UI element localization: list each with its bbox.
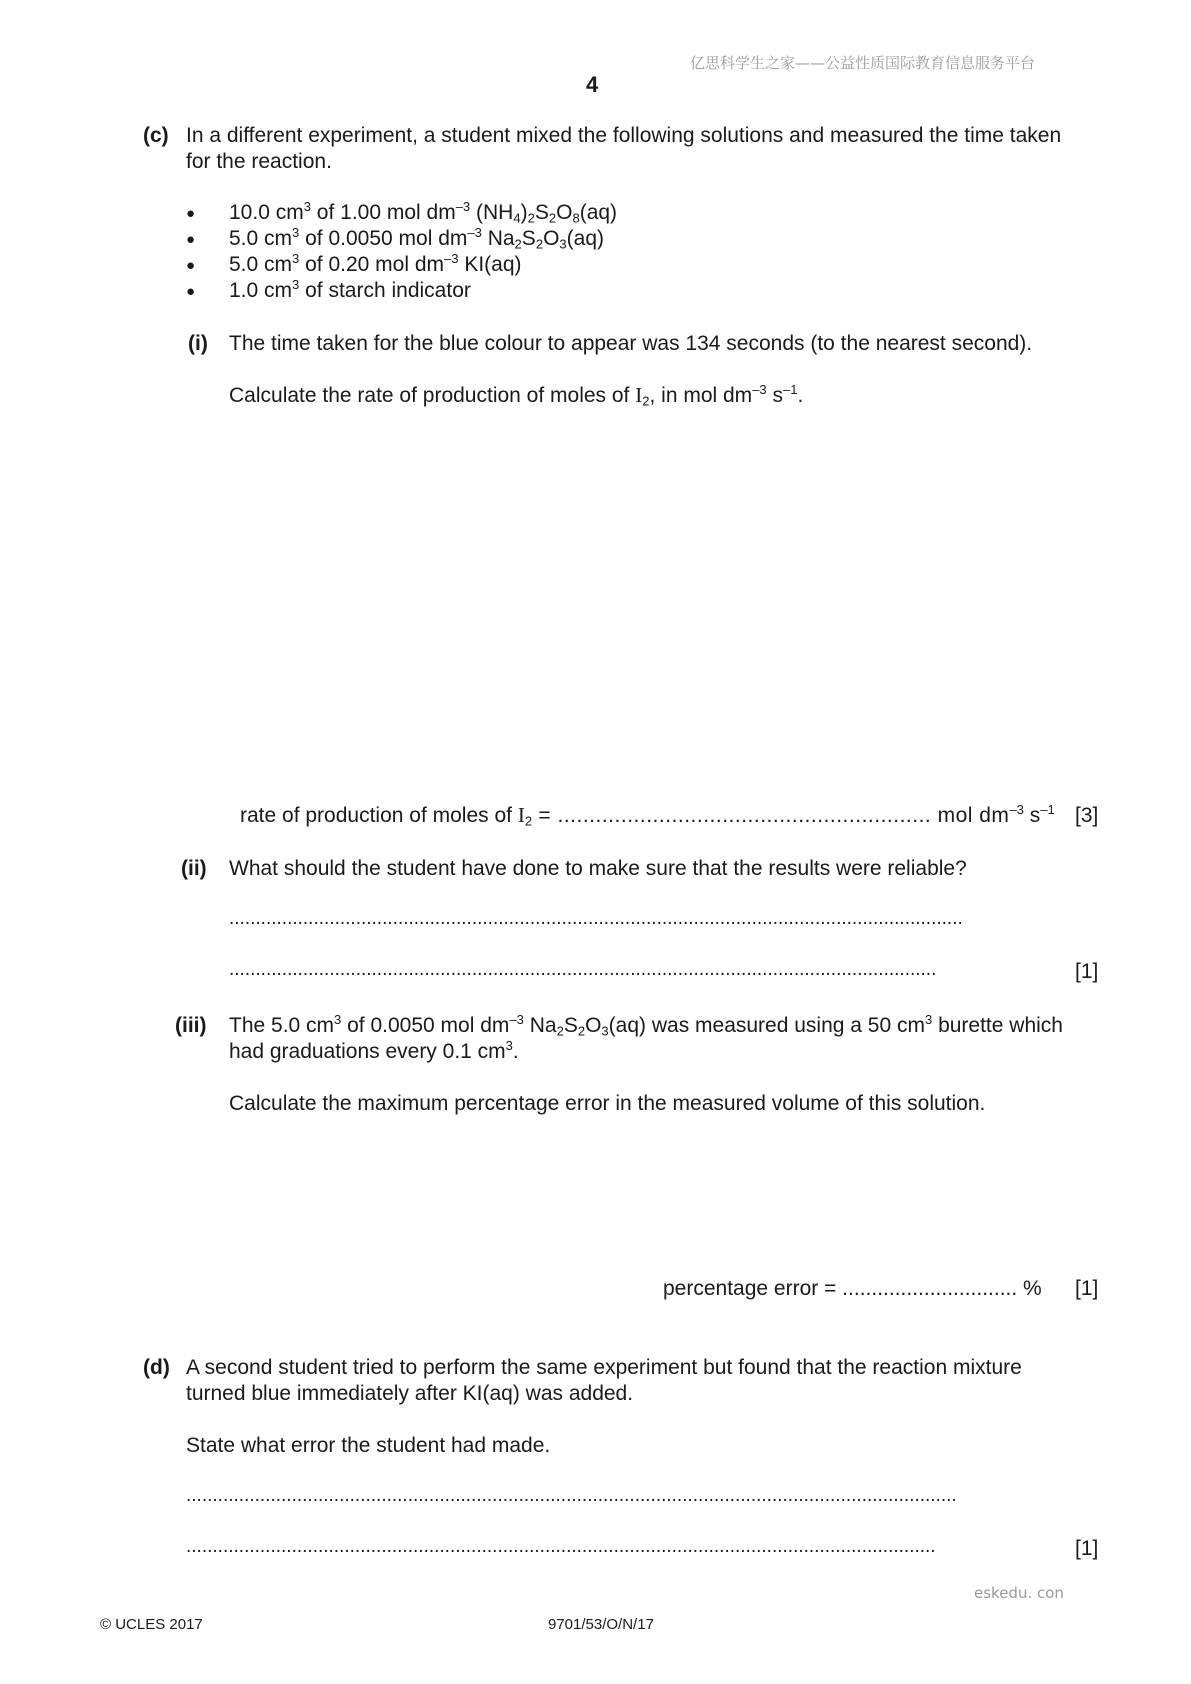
sub-i-line2: Calculate the rate of production of moles of $I_2$, in mol $dm^{-3}$ $s^{-1}$.	[229, 382, 804, 409]
bullet-item-4: 1.0 $cm^3$ of starch indicator	[229, 277, 471, 302]
marks-1: [1]	[1075, 1537, 1099, 1560]
sub-ii-question: What should the student have done to make sure that the results were reliable?	[229, 857, 967, 880]
marks-1: [1]	[1075, 960, 1099, 983]
bullet-mark: ●	[186, 257, 196, 274]
watermark-top: 亿思科学生之家——公益性质国际教育信息服务平台	[690, 54, 1036, 72]
sub-iii-line2: had graduations every 0.1 $cm^3$.	[229, 1038, 519, 1063]
sub-iii-question: Calculate the maximum percentage error in the measured volume of this solution.	[229, 1092, 986, 1115]
copyright: © UCLES 2017	[100, 1616, 203, 1633]
sub-i-line1: The time taken for the blue colour to appear was 134 seconds (to the nearest second).	[229, 332, 1033, 355]
part-d-line1: A second student tried to perform the same experiment but found that the reaction mixture	[186, 1356, 1022, 1379]
bullet-mark: ●	[186, 283, 196, 300]
bullet-mark: ●	[186, 231, 196, 248]
bullet-item-3: 5.0 $cm^3$ of 0.20 mol $dm^{-3}$ KI(aq)	[229, 251, 522, 276]
bullet-mark: ●	[186, 205, 196, 222]
part-c-label: (c)	[143, 124, 169, 147]
marks-1: [1]	[1075, 1277, 1099, 1300]
part-d-line2: turned blue immediately after KI(aq) was added.	[186, 1382, 634, 1405]
bullet-item-2: 5.0 $cm^3$ of 0.0050 mol $dm^{-3}$ $Na_2S_2O_3(aq)$	[229, 225, 605, 252]
part-c-intro-line1: In a different experiment, a student mixed the following solutions and measured the time taken	[186, 124, 1062, 147]
answer-line[interactable]: ..............................................................................................................................................	[186, 1536, 936, 1557]
percentage-error-answer[interactable]: percentage error = .............................. %	[663, 1277, 1042, 1300]
page-number: 4	[586, 72, 599, 97]
sub-iii-line1: The 5.0 $cm^3$ of 0.0050 mol $dm^{-3}$ $Na_2S_2O_3(aq)$ was measured using a 50 $cm^3$ burette which	[229, 1012, 1063, 1039]
paper-code: 9701/53/O/N/17	[548, 1616, 654, 1633]
bullet-item-1: 10.0 $cm^3$ of 1.00 mol $dm^{-3}$ $(NH_4)_2S_2O_8(aq)$	[229, 199, 618, 226]
answer-line[interactable]: ......................................................................................................................................	[229, 959, 937, 980]
sub-i-label: (i)	[188, 332, 208, 355]
marks-3: [3]	[1075, 804, 1099, 827]
sub-ii-label: (ii)	[181, 857, 207, 880]
watermark-bottom: eskedu. con	[974, 1584, 1064, 1602]
answer-line[interactable]: ...........................................................................................................................................	[229, 908, 963, 929]
sub-iii-label: (iii)	[175, 1014, 207, 1037]
part-d-label: (d)	[143, 1356, 170, 1379]
answer-line[interactable]: ..................................................................................................................................................	[186, 1485, 957, 1506]
rate-answer-line: rate of production of moles of $I_2$ = ........................................................... mol $dm^{-3}$ $s^{-1}$	[240, 802, 1055, 829]
part-d-question: State what error the student had made.	[186, 1434, 551, 1457]
part-c-intro-line2: for the reaction.	[186, 150, 332, 173]
